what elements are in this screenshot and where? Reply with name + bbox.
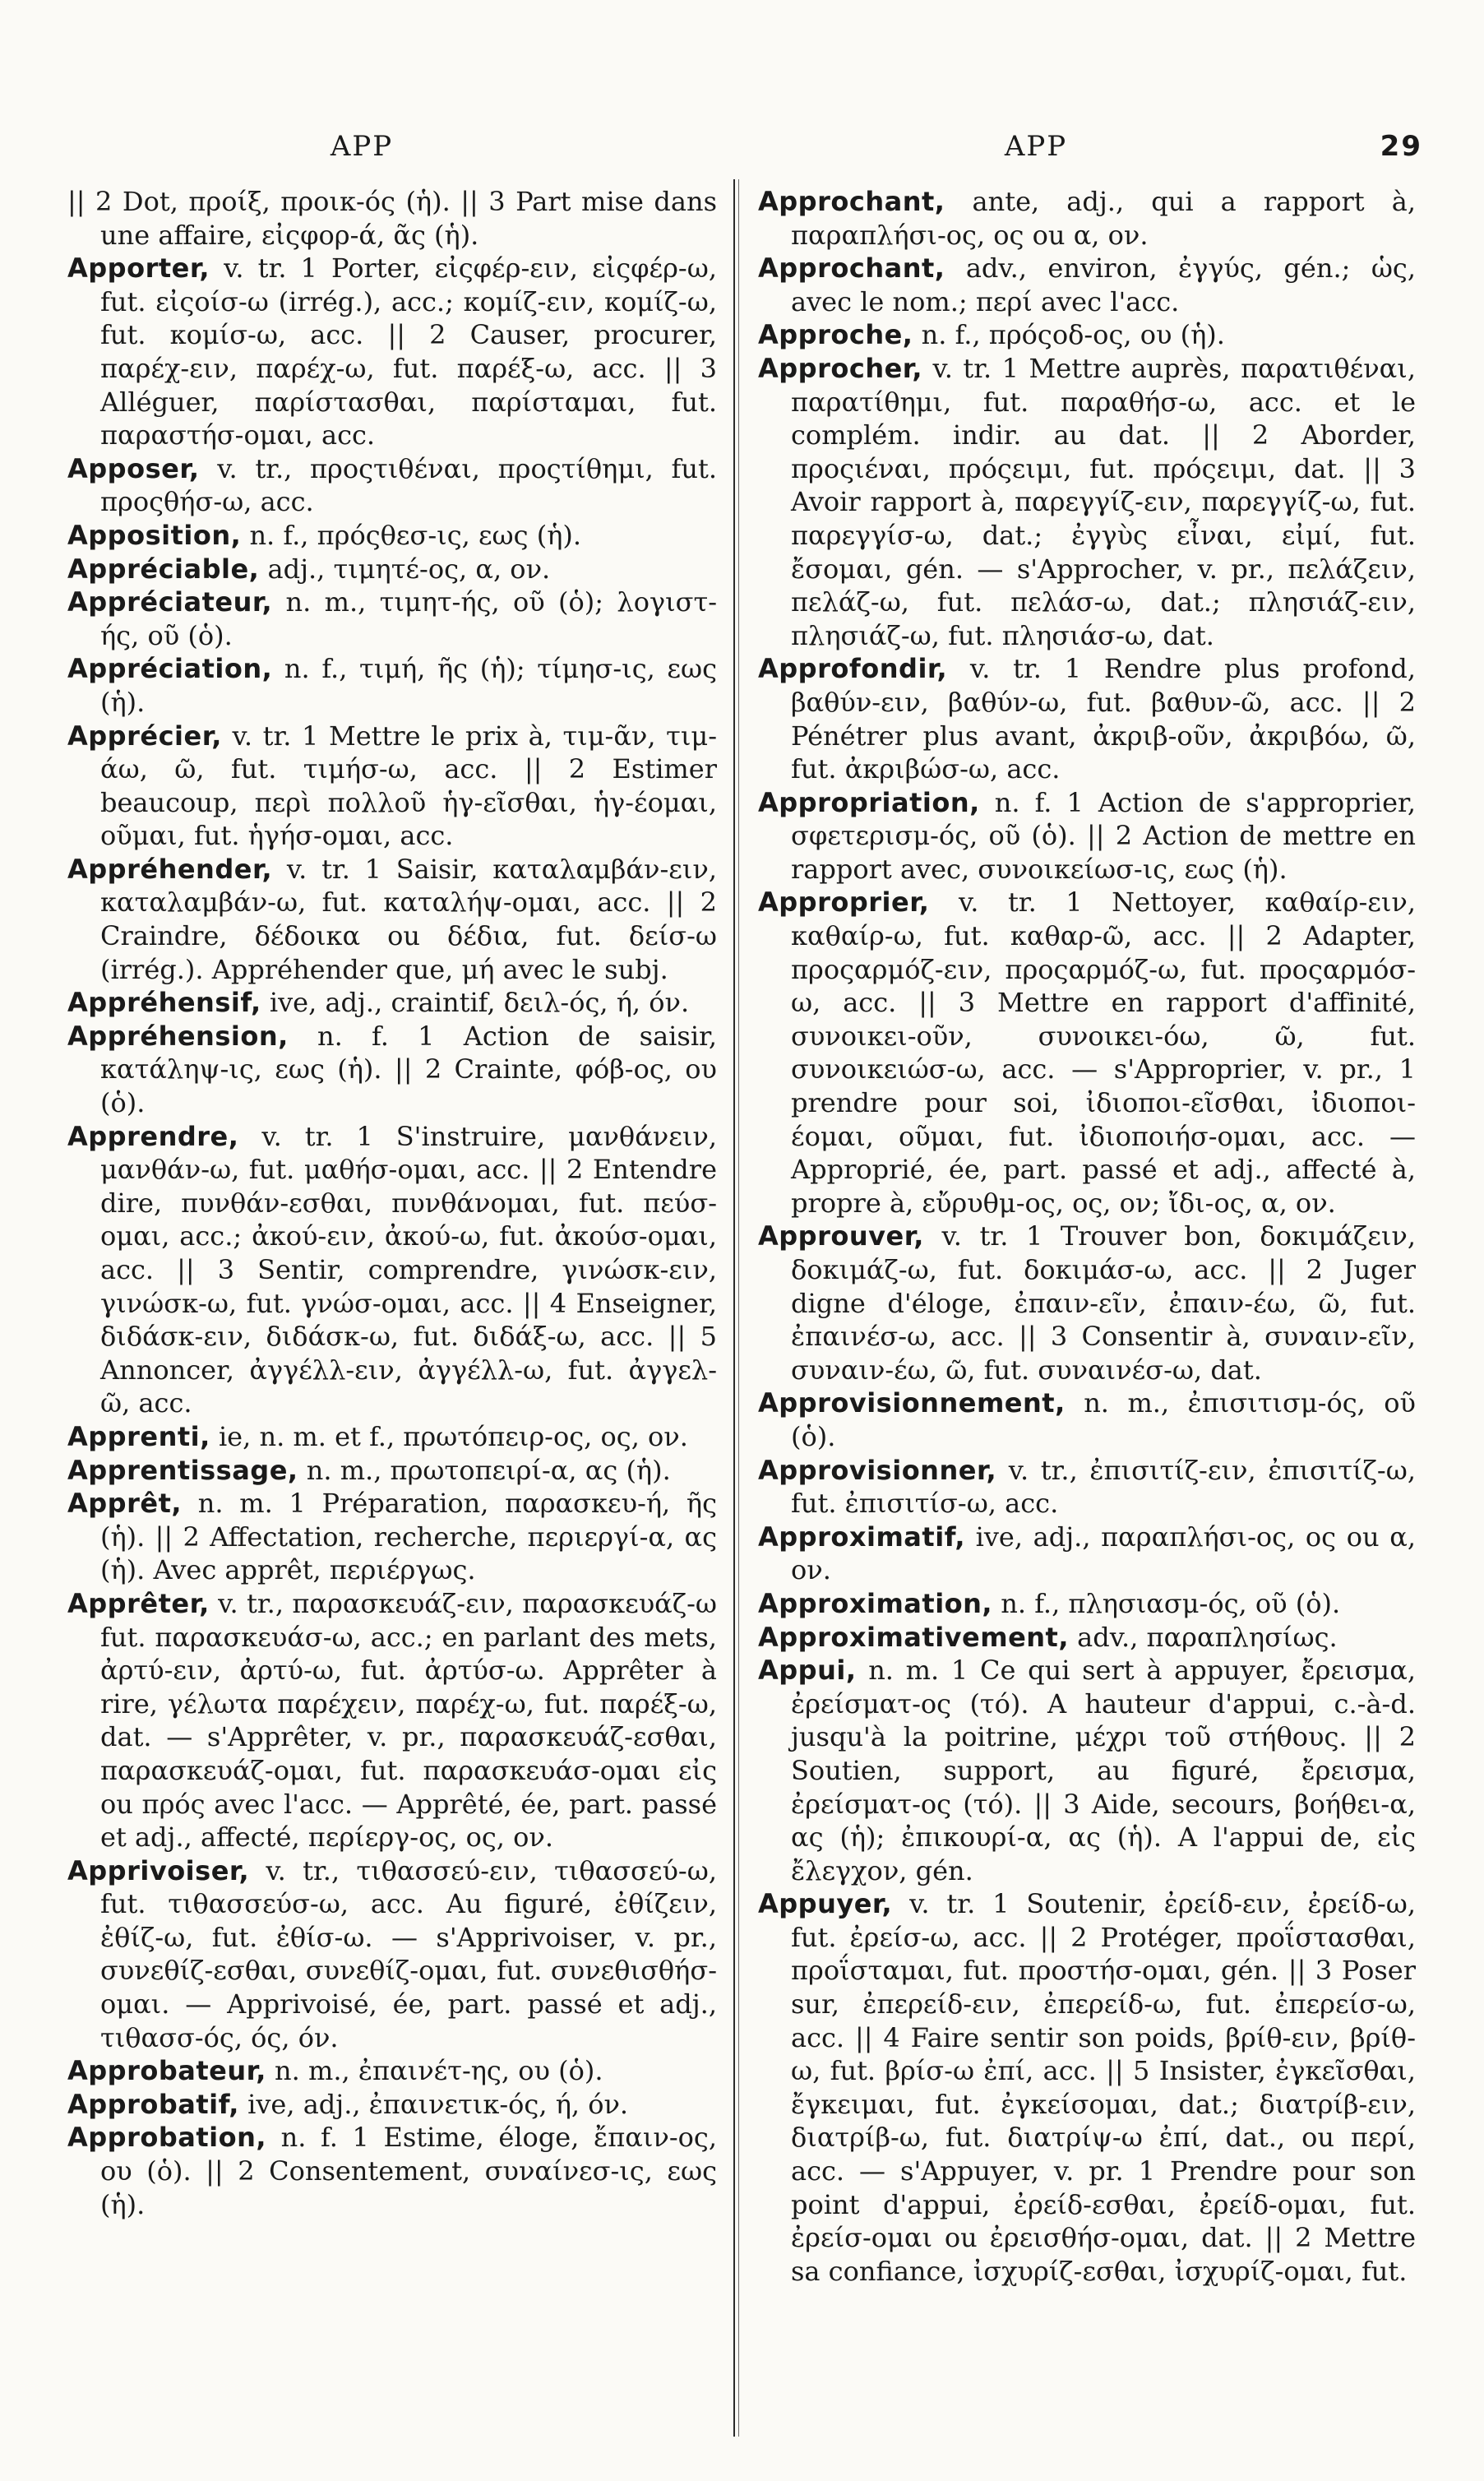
dictionary-entry: [67, 586, 717, 652]
entry-headword: Approprier,: [758, 886, 930, 919]
entry-definition: n. f. 1 Estime, éloge, ἔπαιν-ος, ου (ὁ). || 2 Consentement, συναίνεσ-ις, εως (ἡ).: [100, 2122, 717, 2220]
entry-headword: Appui,: [758, 1655, 857, 1687]
entry-definition: ie, n. m. et f., πρωτόπειρ-ος, ος, ον.: [210, 1420, 688, 1452]
dictionary-entry: [758, 1887, 1416, 2288]
entry-definition: || 2 Dot, προίξ, προικ-ός (ἡ). || 3 Part mise dans une affaire, εἰςφορ-ά, ᾶς (ἡ).: [67, 186, 717, 251]
entry-headword: Approchant,: [758, 252, 945, 285]
dictionary-entry: [67, 1120, 717, 1420]
dictionary-entry: [758, 1587, 1416, 1621]
entry-definition: n. f. 1 Action de s'approprier, σφετερισμ-ός, οῦ (ὁ). || 2 Action de mettre en rapport avec, συνοικείωσ-ις, εως (ἡ).: [791, 786, 1416, 885]
dictionary-entry: [67, 452, 717, 519]
entry-headword: Appréciable,: [67, 553, 260, 585]
dictionary-entry: [67, 1020, 717, 1120]
left-column: [67, 185, 717, 2455]
entry-headword: Approximativement,: [758, 1621, 1069, 1653]
dictionary-entry: [67, 1854, 717, 2055]
entry-headword: Approbatif,: [67, 2088, 239, 2120]
entry-definition: adj., τιμητέ-ος, α, ον.: [259, 553, 551, 585]
entry-definition: v. tr. 1 Mettre auprès, παρατιθέναι, παρατίθημι, fut. παραθήσ-ω, acc. et le complém. indir. au dat. || 2 Aborder, προςιέναι, πρόςειμι, fut. πρόςειμι, dat. || 3 Avoir rapport à, παρεγγίζ-ειν, παρεγγίζ-ω, fut. παρεγγίσ-ω, dat.; ἐγγὺς εἶναι, εἰμί, fut. ἔσομαι, gén. — s'Approcher, v. pr., πελάζειν, πελάζ-ω, fut. πελάσ-ω, dat.; πλησιάζ-ειν, πλησιάζ-ω, fut. πλησιάσ-ω, dat.: [791, 352, 1416, 651]
entry-headword: Appréciateur,: [67, 586, 273, 618]
entry-definition: v. tr. 1 Mettre le prix à, τιμ-ᾶν, τιμ-άω, ῶ, fut. τιμήσ-ω, acc. || 2 Estimer beaucoup, περὶ πολλοῦ ἡγ-εῖσθαι, ἡγ-έομαι, οῦμαι, fut. ἡγήσ-ομαι, acc.: [100, 720, 717, 852]
dictionary-entry: [758, 652, 1416, 785]
entry-definition: n. m., τιμητ-ής, οῦ (ὁ); λογιστ-ής, οῦ (ὁ).: [100, 586, 717, 651]
dictionary-entry: [67, 720, 717, 853]
entry-definition: n. m., ἐπισιτισμ-ός, οῦ (ὁ).: [791, 1387, 1416, 1452]
dictionary-entry: [67, 2088, 717, 2122]
entry-headword: Approbation,: [67, 2122, 267, 2154]
dictionary-entry: [67, 2121, 717, 2221]
left-headword: APP: [330, 130, 394, 163]
dictionary-entry: [758, 886, 1416, 1220]
entry-headword: Approximatif,: [758, 1521, 965, 1553]
entry-definition: v. tr., ἐπισιτίζ-ειν, ἐπισιτίζ-ω, fut. ἐπισιτίσ-ω, acc.: [791, 1454, 1416, 1520]
entry-headword: Apposer,: [67, 452, 200, 484]
dictionary-entry: [758, 1654, 1416, 1887]
dictionary-entry: [758, 1521, 1416, 1587]
entry-definition: v. tr. 1 Porter, εἰςφέρ-ειν, εἰςφέρ-ω, fut. εἰςοίσ-ω (irrég.), acc.; κομίζ-ειν, κομίζ-ω, fut. κομίσ-ω, acc. || 2 Causer, procurer, παρέχ-ειν, παρέχ-ω, fut. παρέξ-ω, acc. || 3 Alléguer, παρίστασθαι, παρίσταμαι, fut. παραστήσ-ομαι, acc.: [100, 252, 717, 451]
entry-headword: Appuyer,: [758, 1888, 893, 1920]
entry-headword: Approchant,: [758, 186, 945, 217]
dictionary-entry: [67, 252, 717, 452]
entry-headword: Approfondir,: [758, 653, 948, 685]
entry-definition: n. m., ἐπαινέτ-ης, ου (ὁ).: [266, 2055, 603, 2087]
entry-definition: ive, adj., ἐπαινετικ-ός, ή, όν.: [238, 2088, 629, 2120]
entry-headword: Approuver,: [758, 1220, 924, 1252]
entry-definition: v. tr. 1 Nettoyer, καθαίρ-ειν, καθαίρ-ω, fut. καθαρ-ῶ, acc. || 2 Adapter, προςαρμόζ-ειν, προςαρμόζ-ω, fut. προςαρμόσ-ω, acc. || 3 Mettre en rapport d'affinité, συνοικει-οῦν, συνοικει-όω, ῶ, fut. συνοικειώσ-ω, acc. — s'Approprier, v. pr., 1 prendre pour soi, ἰδιοποι-εῖσθαι, ἰδιοποι-έομαι, οῦμαι, fut. ἰδιοποιήσ-ομαι, acc. — Approprié, ée, part. passé et adj., affecté à, propre à, εὔρυθμ-ος, ος, ον; ἴδι-ος, α, ον.: [791, 886, 1416, 1219]
entry-definition: v. tr. 1 Saisir, καταλαμβάν-ειν, καταλαμβάν-ω, fut. καταλήψ-ομαι, acc. || 2 Craindre, δέδοικα ou δέδια, fut. δείσ-ω (irrég.). Appréhender que, μή avec le subj.: [100, 853, 717, 985]
entry-headword: Apprêt,: [67, 1488, 183, 1520]
entry-headword: Apprivoiser,: [67, 1854, 250, 1886]
entry-definition: n. f. 1 Action de saisir, κατάληψ-ις, εως (ἡ). || 2 Crainte, φόβ-ος, ου (ὁ).: [100, 1020, 717, 1119]
dictionary-entry: [67, 553, 717, 586]
column-divider: [733, 179, 735, 2437]
dictionary-entry: [758, 185, 1416, 252]
entry-headword: Approcher,: [758, 352, 923, 384]
entry-definition: n. f., τιμή, ῆς (ἡ); τίμησ-ις, εως (ἡ).: [100, 653, 717, 718]
entry-headword: Apposition,: [67, 519, 242, 551]
entry-headword: Apprendre,: [67, 1120, 239, 1152]
right-running-head: [724, 130, 1484, 171]
entry-definition: n. m. 1 Ce qui sert à appuyer, ἔρεισμα, ἐρείσματ-ος (τό). A hauteur d'appui, c.-à-d. jusqu'à la poitrine, μέχρι τοῦ στήθους. || 2 Soutien, support, au figuré, ἔρεισμα, ἐρείσματ-ος (τό). || 3 Aide, secours, βοήθει-α, ας (ἡ); ἐπικουρί-α, ας (ἡ). A l'appui de, εἰς ἔλεγχον, gén.: [791, 1655, 1416, 1886]
entry-headword: Approche,: [758, 319, 913, 351]
dictionary-entry: [758, 786, 1416, 886]
entry-definition: v. tr., προςτιθέναι, προςτίθημι, fut. προςθήσ-ω, acc.: [100, 452, 717, 518]
dictionary-entry: [758, 352, 1416, 652]
entry-headword: Apprentissage,: [67, 1454, 298, 1486]
entry-definition: n. f., πλησιασμ-ός, οῦ (ὁ).: [992, 1587, 1341, 1619]
entry-headword: Apporter,: [67, 252, 210, 285]
entry-definition: n. f., πρόςθεσ-ις, εως (ἡ).: [241, 519, 582, 551]
entry-definition: v. tr., παρασκευάζ-ειν, παρασκευάζ-ω fut. παρασκευάσ-ω, acc.; en parlant des mets, ἀρτύ-ειν, ἀρτύ-ω, fut. ἀρτύσ-ω. Apprêter à rire, γέλωτα παρέχειν, παρέχ-ω, fut. παρέξ-ω, dat. — s'Apprêter, v. pr., παρασκευάζ-εσθαι, παρασκευάζ-ομαι, fut. παρασκευάσ-ομαι εἰς ou πρός avec l'acc. — Apprêté, ée, part. passé et adj., affecté, περίεργ-ος, ος, ον.: [100, 1587, 717, 1854]
entry-headword: Approbateur,: [67, 2055, 266, 2087]
page-number: 29: [1380, 130, 1422, 163]
dictionary-entry: [67, 519, 717, 553]
entry-headword: Apprécier,: [67, 720, 222, 752]
dictionary-entry: [67, 853, 717, 986]
entry-definition: v. tr. 1 Trouver bon, δοκιμάζειν, δοκιμάζ-ω, fut. δοκιμάσ-ω, acc. || 2 Juger digne d'éloge, ἐπαιν-εῖν, ἐπαιν-έω, ῶ, fut. ἐπαινέσ-ω, acc. || 3 Consentir à, συναιν-εῖν, συναιν-έω, ῶ, fut. συναινέσ-ω, dat.: [791, 1220, 1416, 1386]
dictionary-entry: [67, 1454, 717, 1488]
entry-headword: Appréhensif,: [67, 987, 261, 1019]
right-column: [758, 185, 1416, 2455]
entry-headword: Approvisionner,: [758, 1454, 997, 1486]
entry-headword: Approximation,: [758, 1587, 993, 1619]
dictionary-entry: [758, 1621, 1416, 1655]
entry-definition: v. tr. 1 S'instruire, μανθάνειν, μανθάν-ω, fut. μαθήσ-ομαι, acc. || 2 Entendre dire, πυνθάν-εσθαι, πυνθάνομαι, fut. πεύσ-ομαι, acc.; ἀκού-ειν, ἀκού-ω, fut. ἀκούσ-ομαι, acc. || 3 Sentir, comprendre, γινώσκ-ειν, γινώσκ-ω, fut. γνώσ-ομαι, acc. || 4 Enseigner, διδάσκ-ειν, διδάσκ-ω, fut. διδάξ-ω, acc. || 5 Annoncer, ἀγγέλλ-ειν, ἀγγέλλ-ω, fut. ἀγγελ-ῶ, acc.: [100, 1120, 717, 1419]
entry-definition: ive, adj., craintif, δειλ-ός, ή, όν.: [261, 987, 690, 1019]
left-running-head: [0, 130, 724, 171]
entry-definition: ante, adj., qui a rapport à, παραπλήσι-ος, ος ou α, ον.: [791, 186, 1416, 251]
entry-headword: Appréhension,: [67, 1020, 289, 1052]
entry-headword: Appréhender,: [67, 853, 273, 885]
entry-definition: adv., environ, ἐγγύς, gén.; ὡς, avec le nom.; περί avec l'acc.: [791, 252, 1416, 317]
dictionary-entry: [67, 652, 717, 719]
dictionary-entry: [67, 2054, 717, 2088]
dictionary-entry: [758, 1386, 1416, 1453]
dictionary-entry: [67, 185, 717, 252]
column-divider-secondary: [738, 179, 739, 2437]
dictionary-entry: [758, 1454, 1416, 1521]
entry-definition: n. m. 1 Préparation, παρασκευ-ή, ῆς (ἡ). || 2 Affectation, recherche, περιεργί-α, ας (ἡ). Avec apprêt, περιέργως.: [100, 1488, 717, 1586]
entry-definition: v. tr. 1 Soutenir, ἐρείδ-ειν, ἐρείδ-ω, fut. ἐρείσ-ω, acc. || 2 Protéger, προΐστασθαι, προΐσταμαι, fut. προστήσ-ομαι, gén. || 3 Poser sur, ἐπερείδ-ειν, ἐπερείδ-ω, fut. ἐπερείσ-ω, acc. || 4 Faire sentir son poids, βρίθ-ειν, βρίθ-ω, fut. βρίσ-ω ἐπί, acc. || 5 Insister, ἐγκεῖσθαι, ἔγκειμαι, fut. ἐγκείσομαι, dat.; διατρίβ-ειν, διατρίβ-ω, fut. διατρίψ-ω ἐπί, dat., ou περί, acc. — s'Appuyer, v. pr. 1 Prendre pour son point d'appui, ἐρείδ-εσθαι, ἐρείδ-ομαι, fut. ἐρείσ-ομαι ou ἐρεισθήσ-ομαι, dat. || 2 Mettre sa confiance, ἰσχυρίζ-εσθαι, ἰσχυρίζ-ομαι, fut.: [791, 1888, 1416, 2287]
entry-definition: ive, adj., παραπλήσι-ος, ος ou α, ον.: [791, 1521, 1416, 1586]
right-headword: APP: [1004, 130, 1068, 163]
dictionary-entry: [758, 318, 1416, 352]
dictionary-entry: [67, 1420, 717, 1454]
entry-definition: n. m., πρωτοπειρί-α, ας (ἡ).: [298, 1454, 671, 1486]
dictionary-entry: [758, 1220, 1416, 1386]
dictionary-entry: [758, 252, 1416, 318]
dictionary-entry: [67, 986, 717, 1020]
entry-headword: Appréciation,: [67, 653, 273, 685]
entry-definition: v. tr., τιθασσεύ-ειν, τιθασσεύ-ω, fut. τιθασσεύσ-ω, acc. Au figuré, ἐθίζειν, ἐθίζ-ω, fut. ἐθίσ-ω. — s'Apprivoiser, v. pr., συνεθίζ-εσθαι, συνεθίζ-ομαι, fut. συνεθισθήσ-ομαι. — Apprivoisé, ée, part. passé et adj., τιθασσ-ός, ός, όν.: [100, 1854, 717, 2053]
entry-headword: Apprenti,: [67, 1420, 210, 1452]
entry-definition: v. tr. 1 Rendre plus profond, βαθύν-ειν, βαθύν-ω, fut. βαθυν-ῶ, acc. || 2 Pénétrer plus avant, ἀκριβ-οῦν, ἀκριβόω, ῶ, fut. ἀκριβώσ-ω, acc.: [791, 653, 1416, 785]
entry-definition: adv., παραπλησίως.: [1069, 1621, 1338, 1653]
entry-definition: n. f., πρόςοδ-ος, ου (ἡ).: [913, 319, 1225, 351]
dictionary-entry: [67, 1487, 717, 1587]
dictionary-entry: [67, 1587, 717, 1854]
entry-headword: Appropriation,: [758, 786, 980, 818]
entry-headword: Approvisionnement,: [758, 1387, 1066, 1419]
entry-headword: Apprêter,: [67, 1587, 210, 1619]
